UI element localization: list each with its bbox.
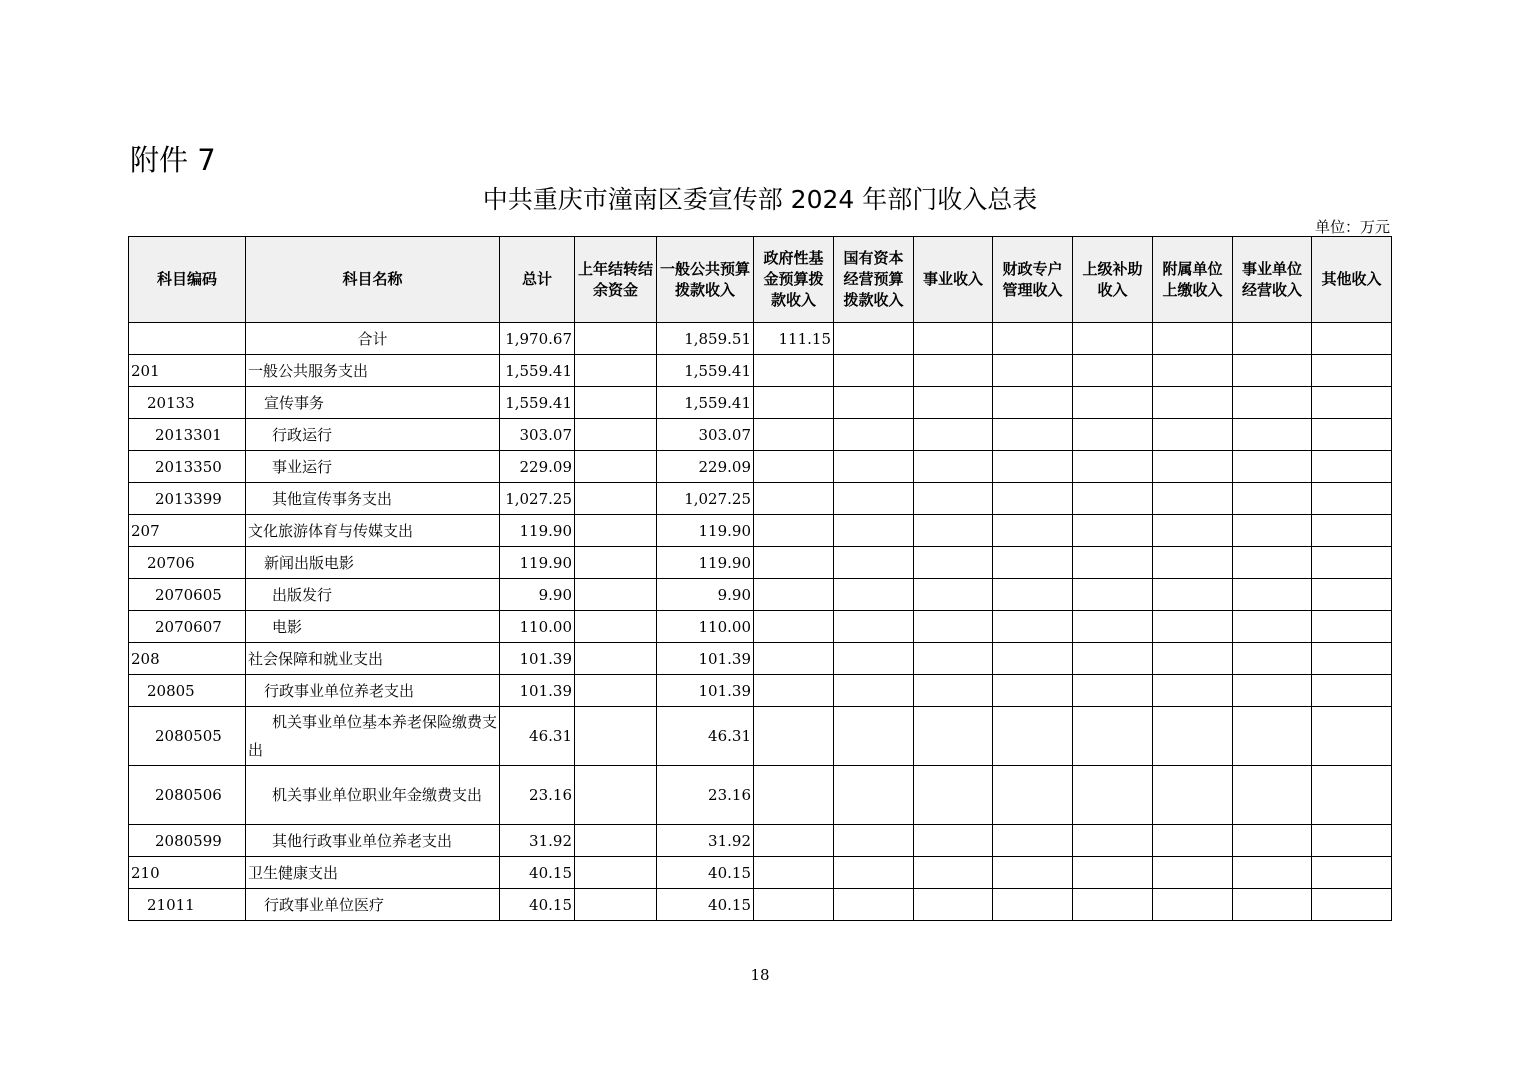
general-budget-cell: 101.39 [657,643,754,675]
total-cell: 1,559.41 [500,387,575,419]
table-row [129,825,1392,857]
code-cell: 21011 [129,889,246,921]
general-budget-cell: 40.15 [657,857,754,889]
table-row [129,451,1392,483]
total-cell: 229.09 [500,451,575,483]
total-cell: 23.16 [500,766,575,825]
total-cell: 101.39 [500,675,575,707]
table-row [129,857,1392,889]
total-cell: 40.15 [500,889,575,921]
total-cell: 101.39 [500,643,575,675]
table-row [129,387,1392,419]
code-cell: 2070605 [129,579,246,611]
general-budget-cell: 1,027.25 [657,483,754,515]
general-budget-cell: 101.39 [657,675,754,707]
code-cell: 2080505 [129,707,246,766]
header-cell: 上级补助收入 [1073,237,1153,323]
total-cell: 303.07 [500,419,575,451]
general-budget-cell: 40.15 [657,889,754,921]
code-cell: 2013399 [129,483,246,515]
total-cell: 1,970.67 [500,323,575,355]
table-row [129,355,1392,387]
general-budget-cell: 1,559.41 [657,387,754,419]
total-cell: 119.90 [500,547,575,579]
table-row [129,707,1392,766]
total-cell: 40.15 [500,857,575,889]
table-row [129,515,1392,547]
code-cell: 207 [129,515,246,547]
total-row [129,323,1392,355]
header-row [129,237,1392,323]
page-number: 18 [750,966,770,984]
header-cell: 其他收入 [1312,237,1392,323]
code-cell: 2013301 [129,419,246,451]
name-cell: 出版发行 [246,579,500,611]
total-cell: 1,027.25 [500,483,575,515]
total-cell: 110.00 [500,611,575,643]
header-cell: 一般公共预算拨款收入 [657,237,754,323]
total-cell: 31.92 [500,825,575,857]
name-cell: 宣传事务 [246,387,500,419]
revenue-table [128,236,1392,921]
general-budget-cell: 46.31 [657,707,754,766]
name-cell: 行政事业单位医疗 [246,889,500,921]
unit-label: 单位：万元 [1314,218,1390,236]
name-cell: 其他宣传事务支出 [246,483,500,515]
name-cell: 文化旅游体育与传媒支出 [246,515,500,547]
name-cell: 电影 [246,611,500,643]
name-cell: 一般公共服务支出 [246,355,500,387]
table-row [129,419,1392,451]
general-budget-cell: 229.09 [657,451,754,483]
header-cell: 科目名称 [246,237,500,323]
header-cell: 事业单位经营收入 [1233,237,1312,323]
table-row [129,611,1392,643]
table-row [129,675,1392,707]
general-budget-cell: 1,559.41 [657,355,754,387]
code-cell: 2013350 [129,451,246,483]
header-cell: 事业收入 [914,237,993,323]
total-cell: 46.31 [500,707,575,766]
general-budget-cell: 119.90 [657,515,754,547]
table-row [129,579,1392,611]
header-cell: 财政专户管理收入 [993,237,1073,323]
general-budget-cell: 31.92 [657,825,754,857]
code-cell: 2080599 [129,825,246,857]
code-cell: 20706 [129,547,246,579]
carryover-cell [575,323,657,355]
general-budget-cell: 110.00 [657,611,754,643]
name-cell: 社会保障和就业支出 [246,643,500,675]
header-cell: 上年结转结余资金 [575,237,657,323]
code-cell: 20805 [129,675,246,707]
name-cell: 其他行政事业单位养老支出 [246,825,500,857]
general-budget-cell: 119.90 [657,547,754,579]
total-cell: 9.90 [500,579,575,611]
code-cell [129,323,246,355]
table-row [129,483,1392,515]
code-cell: 20133 [129,387,246,419]
header-cell: 总计 [500,237,575,323]
code-cell: 210 [129,857,246,889]
fund-budget-cell: 111.15 [754,323,834,355]
header-cell: 政府性基金预算拨款收入 [754,237,834,323]
page-title: 中共重庆市潼南区委宣传部 2024 年部门收入总表 [482,185,1038,214]
name-cell: 机关事业单位基本养老保险缴费支出 [246,707,500,766]
general-budget-cell: 9.90 [657,579,754,611]
table-row [129,766,1392,825]
name-cell: 卫生健康支出 [246,857,500,889]
table-row [129,643,1392,675]
name-cell: 机关事业单位职业年金缴费支出 [246,766,500,825]
total-cell: 119.90 [500,515,575,547]
header-cell: 科目编码 [129,237,246,323]
name-cell: 事业运行 [246,451,500,483]
name-cell: 新闻出版电影 [246,547,500,579]
header-cell: 国有资本经营预算拨款收入 [834,237,914,323]
table-row [129,889,1392,921]
general-budget-cell: 23.16 [657,766,754,825]
name-cell: 行政事业单位养老支出 [246,675,500,707]
code-cell: 2080506 [129,766,246,825]
general-budget-cell: 303.07 [657,419,754,451]
code-cell: 208 [129,643,246,675]
table-row [129,547,1392,579]
code-cell: 2070607 [129,611,246,643]
total-label: 合计 [246,323,500,355]
attachment-label: 附件 7 [130,143,216,177]
header-cell: 附属单位上缴收入 [1153,237,1233,323]
name-cell: 行政运行 [246,419,500,451]
code-cell: 201 [129,355,246,387]
total-cell: 1,559.41 [500,355,575,387]
general-budget-cell: 1,859.51 [657,323,754,355]
